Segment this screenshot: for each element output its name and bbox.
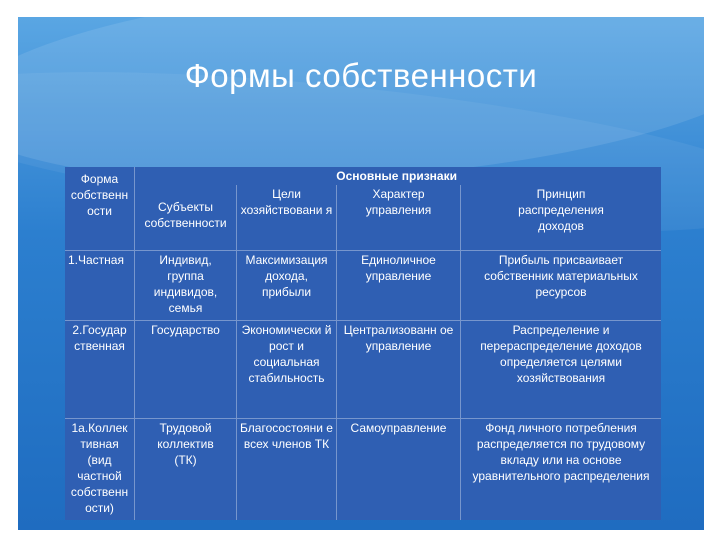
table-cell-distribution: Прибыль присваивает собственник материальных ресурсов bbox=[461, 251, 661, 321]
table-cell-form: 2.Государ ственная bbox=[65, 321, 135, 419]
table-cell-goals: Максимизация дохода, прибыли bbox=[237, 251, 337, 321]
slide bbox=[18, 17, 704, 530]
table-header-form: Форма собственн ости bbox=[65, 167, 135, 251]
table-cell-distribution: Фонд личного потребления распределяется по трудовому вкладу или на основе уравнительного распределения bbox=[472, 421, 650, 483]
table-cell-goals: Благосостояни е всех членов ТК bbox=[237, 419, 337, 520]
table-cell-subjects: Государство bbox=[135, 321, 237, 419]
table-header-subjects: Субъекты собственности bbox=[135, 185, 237, 251]
table-cell-management: Единоличное управление bbox=[337, 251, 461, 321]
table-header-management: Характер управления bbox=[337, 185, 461, 251]
table-cell-subjects: Индивид, группа индивидов, семья bbox=[135, 251, 237, 321]
table-cell-subjects: Трудовой коллектив (ТК) bbox=[135, 419, 237, 520]
table-cell-goals: Экономически й рост и социальная стабильность bbox=[237, 321, 337, 419]
table-header-distribution: Принцип распределения доходов bbox=[461, 185, 661, 251]
table-cell-management: Централизованн ое управление bbox=[337, 321, 461, 419]
slide-title: Формы собственности bbox=[184, 57, 538, 94]
ownership-forms-table bbox=[65, 167, 661, 520]
table-cell-form: 1.Частная bbox=[65, 251, 135, 321]
table-cell-form: 1а.Коллек тивная (вид частной собственн ости) bbox=[65, 419, 135, 520]
table-cell-management: Самоуправление bbox=[337, 419, 461, 520]
table-header-goals: Цели хозяйствовани я bbox=[237, 185, 337, 251]
table-header-group: Основные признаки bbox=[336, 169, 457, 183]
table-cell-distribution: Распределение и перераспределение доходов определяется целями хозяйствования bbox=[461, 321, 661, 419]
